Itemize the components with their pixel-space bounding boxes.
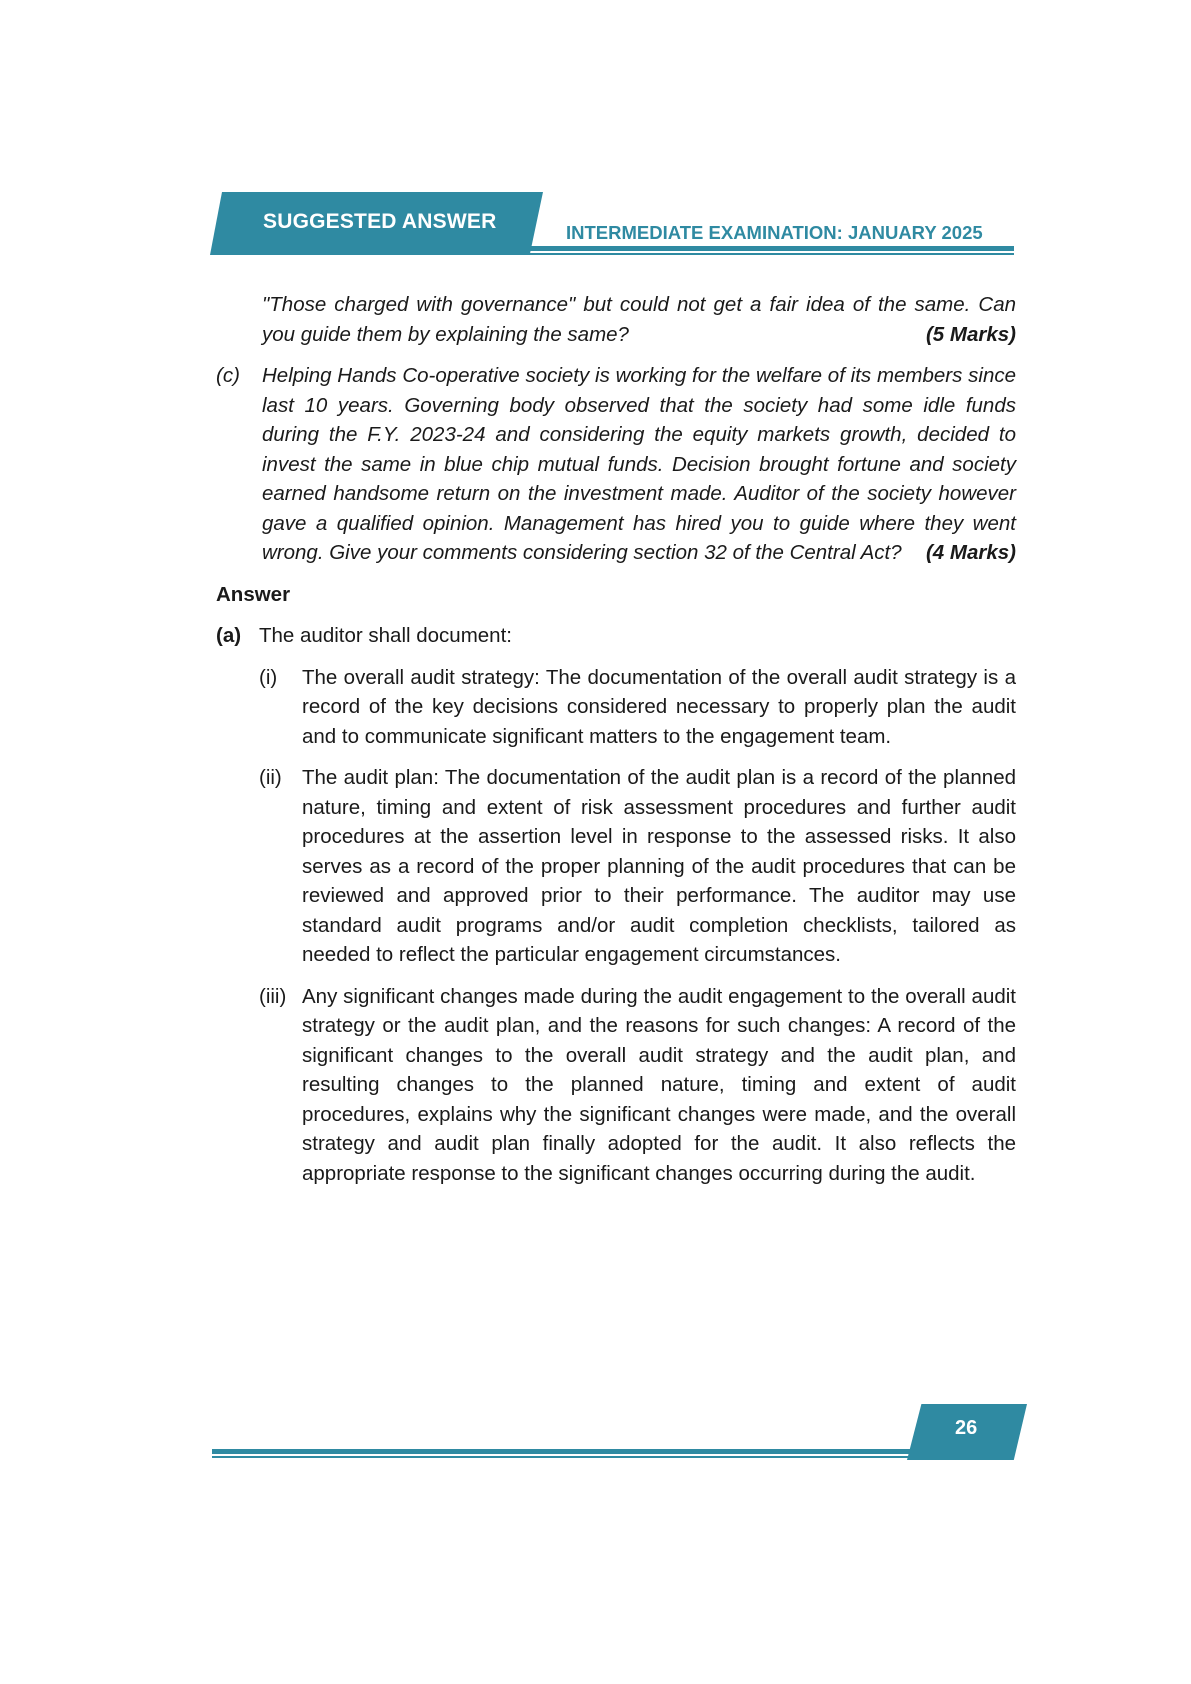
question-c [216,361,1016,568]
answer-part-a-label: (a) [216,624,242,647]
answer-item-label: (i) [259,665,278,689]
question-b-marks: (5 Marks) [925,322,1016,346]
answer-item-text: The overall audit strategy: The documentation of the overall audit strategy is a record of the key decisions considered necessary to properly plan the audit and to communicate significant matters to the engagement team. [302,665,1016,748]
answer-item-text: The audit plan: The documentation of the audit plan is a record of the planned nature, timing and extent of risk assessment procedures and further audit procedures at the assertion level in response to the assessed risks. It also serves as a record of the proper planning of the audit procedures that can be reviewed and approved prior to their performance. The auditor may use standard audit programs and/or audit completion checklists, tailored as needed to reflect the particular engagement circumstances. [302,766,1016,966]
answer-item [259,763,1016,970]
question-b-text: "Those charged with governance" but could not get a fair idea of the same. Can you guide them by explaining the same? [262,293,1016,346]
answer-heading: Answer [216,582,291,606]
suggested-answer-label: SUGGESTED ANSWER [263,210,497,233]
answer-item [259,982,1016,1189]
exam-title: INTERMEDIATE EXAMINATION: JANUARY 2025 [566,222,983,243]
answer-item [259,663,1016,752]
question-c-text: Helping Hands Co-operative society is working for the welfare of its members since last 10 years. Governing body observed that the society had some idle funds during the F.Y. 2023-24 and considering the equity markets growth, decided to invest the same in blue chip mutual funds. Decision brought fortune and society earned handsome return on the investment made. Auditor of the society however gave a qualified opinion. Management has hired you to guide where they went wrong. Give your comments considering section 32 of the Central Act? [262,364,1016,564]
question-c-body [262,361,1016,568]
header-rule [528,246,1014,251]
answer-item-label: (ii) [259,766,282,789]
page-header [0,0,1191,260]
footer-rule [212,1449,1012,1454]
footer-rule-thin [212,1456,1012,1458]
page-content [216,290,1016,1188]
answer-item-text: Any significant changes made during the audit engagement to the overall audit strategy or the audit plan, and the reasons for such changes: A record of the significant changes to the overall audit strategy and the audit plan, and resulting changes to the planned nature, timing and extent of audit procedures, explains why the significant changes were made, and the overall strategy and audit plan finally adopted for the audit. It also reflects the appropriate response to the significant changes occurring during the audit. [302,984,1016,1185]
header-rule-thin [528,253,1014,255]
answer-part-a [216,621,1016,651]
question-c-marks: (4 Marks) [925,541,1016,564]
question-b-continued [262,290,1016,349]
answer-part-a-intro: The auditor shall document: [259,624,512,647]
page-number: 26 [955,1417,978,1439]
answer-item-label: (iii) [259,984,287,1008]
question-c-label: (c) [216,364,240,387]
